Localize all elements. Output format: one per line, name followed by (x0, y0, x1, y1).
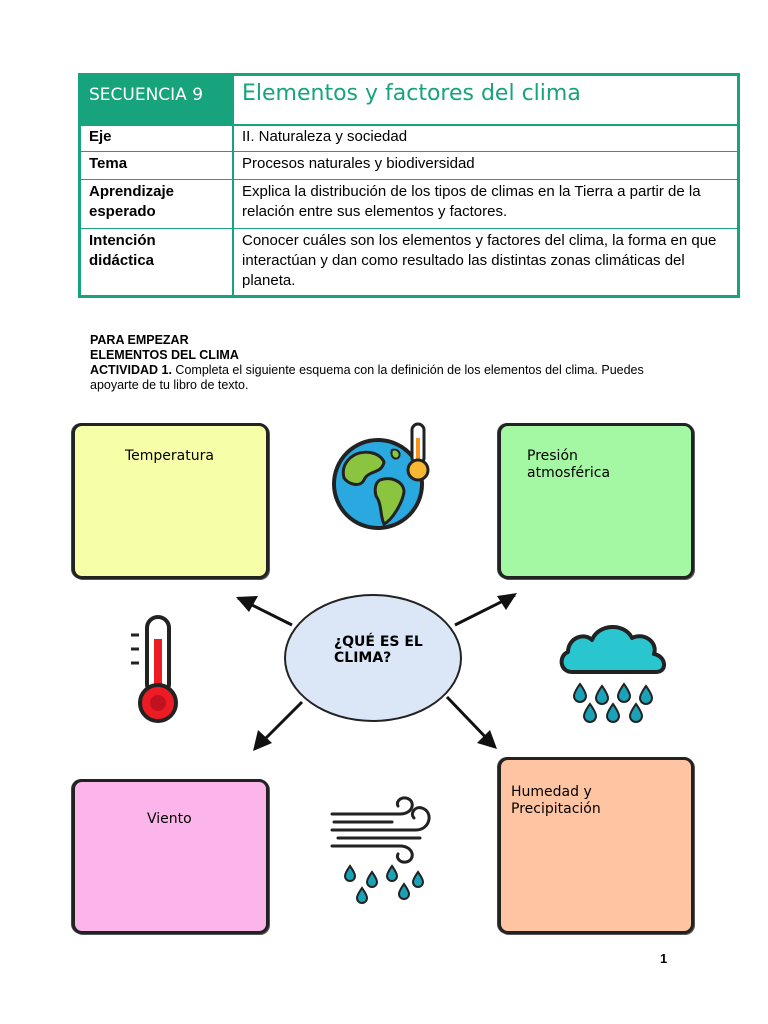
row-value: Conocer cuáles son los elementos y factores del clima, la forma en que interactúan y dan como resultado las distintas zonas climáticas del planeta. (242, 232, 717, 289)
activity-label: ACTIVIDAD 1. (90, 363, 172, 377)
arrow-icon (455, 595, 515, 625)
page-number: 1 (660, 951, 668, 966)
sequence-title: Elementos y factores del clima (242, 81, 581, 106)
arrow-head (477, 730, 497, 749)
row-value: Procesos naturales y biodiversidad (242, 155, 475, 172)
arrow-icon (447, 697, 494, 746)
sequence-info-table (78, 73, 740, 298)
table-row (81, 151, 737, 179)
arrow-icon (238, 598, 292, 625)
row-label: Tema (81, 152, 234, 179)
row-label: Intención didáctica (81, 229, 234, 296)
activity-text: Completa el siguiente esquema con la definición de los elementos del clima. Puedes apoyarte de tu libro de texto. (90, 363, 644, 392)
arrow-icon (256, 702, 302, 748)
table-row (81, 179, 737, 228)
humidity-box[interactable] (498, 757, 694, 934)
activity-instructions (90, 333, 680, 393)
pressure-box[interactable] (498, 423, 694, 579)
thermometer-icon (127, 615, 187, 727)
table-row (81, 228, 737, 296)
section-heading: PARA EMPEZAR (90, 333, 189, 347)
arrow-head (253, 730, 272, 751)
pressure-label: Presión atmosférica (527, 448, 611, 481)
wind-box[interactable] (72, 779, 269, 934)
row-value: II. Naturaleza y sociedad (242, 128, 408, 145)
center-ellipse (284, 594, 462, 722)
rain-cloud-icon (558, 620, 673, 725)
subsection-heading: ELEMENTOS DEL CLIMA (90, 348, 239, 362)
arrow-head (236, 596, 258, 612)
activity-paragraph (90, 363, 680, 393)
wind-label: Viento (147, 811, 192, 827)
temperature-box[interactable] (72, 423, 269, 579)
center-question: ¿QUÉ ES EL CLIMA? (334, 634, 423, 666)
row-label: Eje (81, 125, 234, 151)
arrow-head (497, 593, 517, 610)
sequence-label: SECUENCIA 9 (81, 76, 234, 124)
temperature-label: Temperatura (125, 448, 214, 464)
wind-rain-icon (330, 796, 440, 911)
row-value: Explica la distribución de los tipos de climas en la Tierra a partir de la relación entre sus elementos y factores. (242, 183, 701, 220)
row-label: Aprendizaje esperado (81, 180, 234, 228)
title-row (81, 76, 737, 126)
humidity-label: Humedad y Precipitación (511, 784, 601, 817)
table-row (81, 124, 737, 151)
earth-thermometer-icon (332, 424, 442, 534)
